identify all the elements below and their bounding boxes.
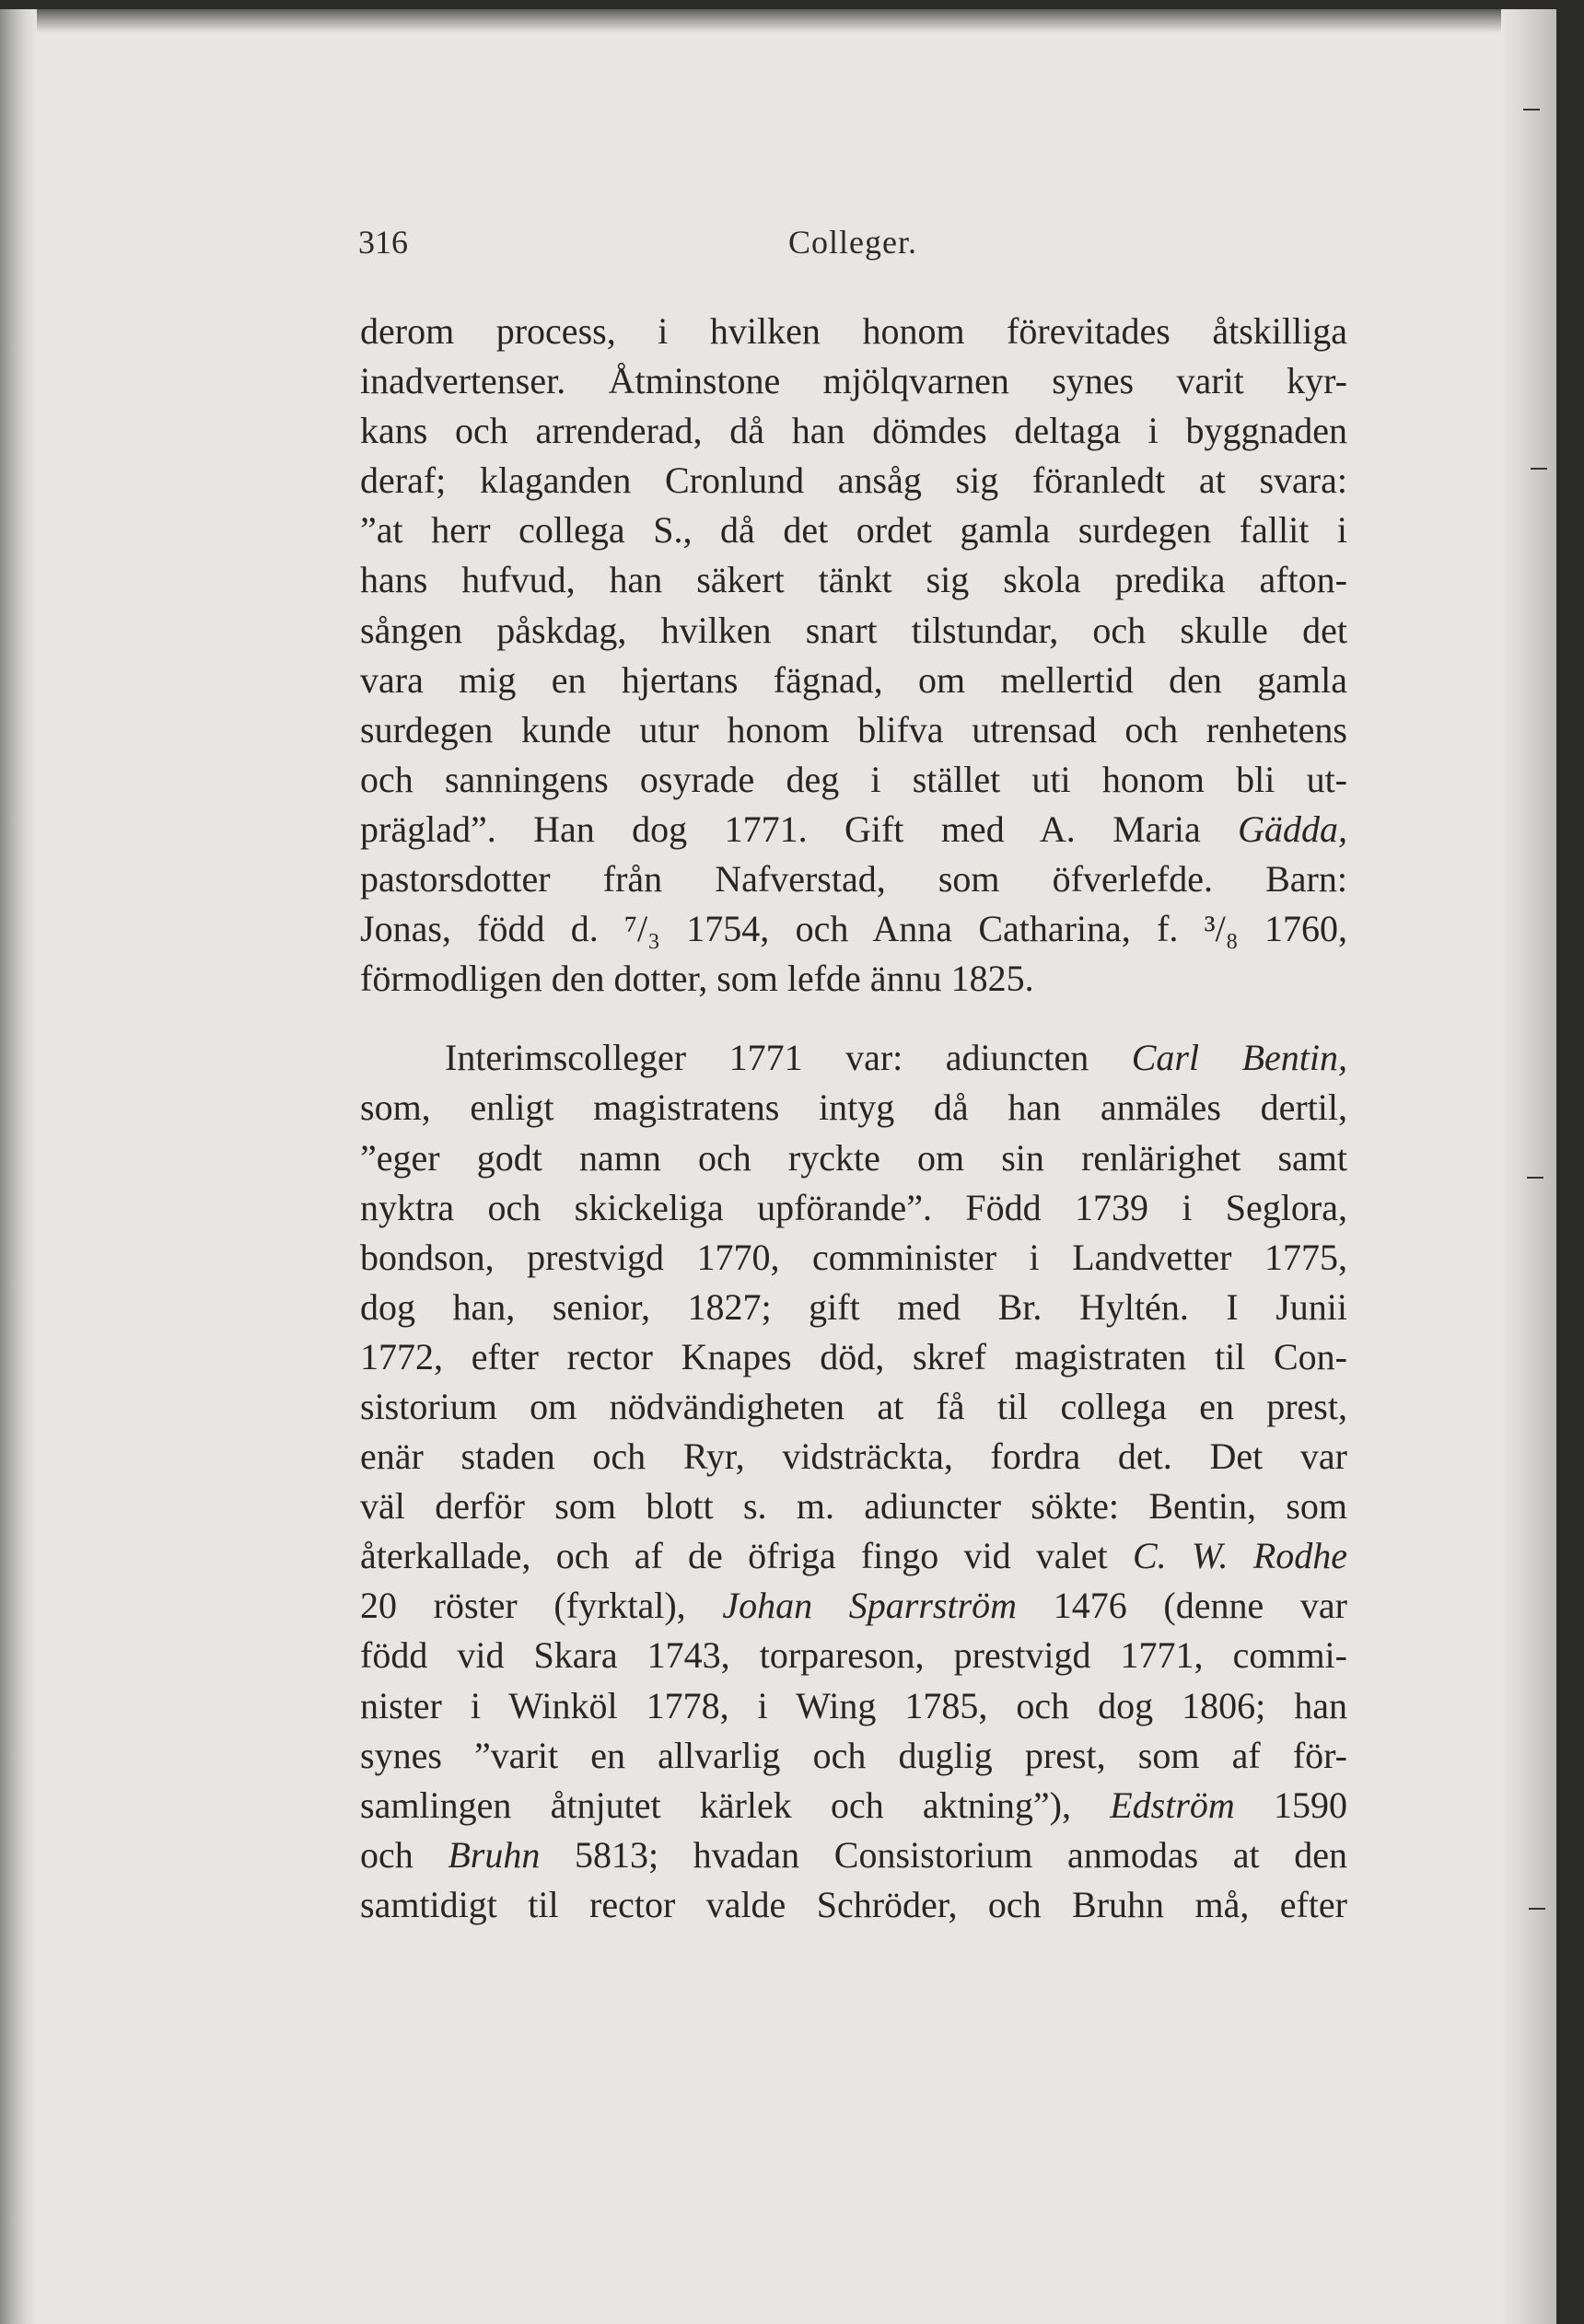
text-line: ”at herr collega S., då det ordet gamla surdegen fallit i xyxy=(360,509,1347,552)
text-line: nister i Winköl 1778, i Wing 1785, och dog 1806; han xyxy=(360,1684,1347,1726)
text-line: derom process, i hvilken honom förevitades åtskilliga xyxy=(360,310,1347,352)
text-line xyxy=(360,805,1347,854)
person-name: C. W. Rodhe xyxy=(1132,1535,1348,1577)
page-top-edge xyxy=(0,9,1556,33)
paragraph-1 xyxy=(360,307,1347,1004)
text-line: sången påskdag, hvilken snart tilstundar, och skulle det xyxy=(360,609,1347,651)
text-segment: 5813; hvadan Consistorium anmodas at den xyxy=(540,1833,1347,1876)
text-segment: och xyxy=(360,1833,448,1876)
text-line: 1772, efter rector Knapes död, skref magistraten til Con- xyxy=(360,1335,1347,1377)
text-segment: 1590 xyxy=(1234,1784,1348,1826)
text-line: Jonas, född d. ⁷/₃ 1754, och Anna Catharina, f. ³/₈ 1760, xyxy=(360,908,1347,950)
text-line: inadvertenser. Åtminstone mjölqvarnen synes varit kyr- xyxy=(360,360,1347,402)
text-line: samtidigt til rector valde Schröder, och Bruhn må, efter xyxy=(360,1883,1347,1925)
person-name: Bruhn xyxy=(448,1833,541,1876)
text-line xyxy=(360,1781,1347,1830)
text-line: kans och arrenderad, då han dömdes deltaga i byggnaden xyxy=(360,410,1347,452)
text-segment: återkallade, och af de öfriga fingo vid valet xyxy=(360,1535,1133,1577)
text-line: och sanningens osyrade deg i stället uti honom bli ut- xyxy=(360,758,1347,800)
person-name: Carl Bentin, xyxy=(1131,1037,1347,1079)
page-right-edge xyxy=(1501,9,1556,2324)
text-line: vara mig en hjertans fägnad, om mellertid den gamla xyxy=(360,658,1347,701)
edge-mark xyxy=(1529,1908,1545,1910)
text-line: dog han, senior, 1827; gift med Br. Hyltén. I Junii xyxy=(360,1285,1347,1328)
text-line: pastorsdotter från Nafverstad, som öfverlefde. Barn: xyxy=(360,858,1347,901)
text-line: sistorium om nödvändigheten at få til collega en prest, xyxy=(360,1385,1347,1427)
text-segment: 1476 (denne var xyxy=(1017,1585,1347,1627)
text-line xyxy=(360,1830,1347,1880)
text-segment: präglad”. Han dog 1771. Gift med A. Maria xyxy=(360,808,1239,850)
text-line: synes ”varit en allvarlig och duglig prest, som af för- xyxy=(360,1734,1347,1776)
text-line: förmodligen den dotter, som lefde ännu 1825. xyxy=(360,958,1034,1000)
text-line: ”eger godt namn och ryckte om sin renlärighet samt xyxy=(360,1136,1347,1179)
text-line: nyktra och skickeliga upförande”. Född 1739 i Seglora, xyxy=(360,1186,1347,1228)
text-line: hans hufvud, han säkert tänkt sig skola predika afton- xyxy=(360,559,1347,601)
text-line: väl derför som blott s. m. adiuncter sökte: Bentin, som xyxy=(360,1485,1347,1528)
edge-mark xyxy=(1523,109,1540,110)
person-name: Johan Sparrström xyxy=(722,1585,1018,1627)
text-line xyxy=(360,1531,1347,1581)
text-line: enär staden och Ryr, vidsträckta, fordra det. Det var xyxy=(360,1435,1347,1478)
binding-shadow xyxy=(0,9,37,2324)
page-header xyxy=(358,223,1347,278)
edge-mark xyxy=(1527,1177,1543,1179)
paragraph-2 xyxy=(360,1033,1347,1930)
text-line: bondson, prestvigd 1770, comminister i Landvetter 1775, xyxy=(360,1236,1347,1278)
page-number: 316 xyxy=(358,224,408,261)
text-line: deraf; klaganden Cronlund ansåg sig föranledt at svara: xyxy=(360,459,1347,502)
text-segment: Interimscolleger 1771 var: adiuncten xyxy=(445,1037,1132,1079)
book-page xyxy=(0,9,1556,2324)
running-head: Colleger. xyxy=(788,224,917,261)
text-segment: samlingen åtnjutet kärlek och aktning”), xyxy=(360,1784,1111,1826)
text-line: som, enligt magistratens intyg då han anmäles dertil, xyxy=(360,1086,1347,1129)
text-line: född vid Skara 1743, torpareson, prestvigd 1771, commi- xyxy=(360,1634,1347,1677)
text-line xyxy=(360,1033,1347,1083)
text-line: surdegen kunde utur honom blifva utrensad och renhetens xyxy=(360,708,1347,750)
person-name: Edström xyxy=(1110,1784,1235,1826)
person-name: Gädda, xyxy=(1238,808,1347,850)
body-text xyxy=(360,307,1347,1930)
text-line xyxy=(360,1581,1347,1631)
text-segment: 20 röster (fyrktal), xyxy=(360,1585,723,1627)
edge-mark xyxy=(1531,468,1547,470)
